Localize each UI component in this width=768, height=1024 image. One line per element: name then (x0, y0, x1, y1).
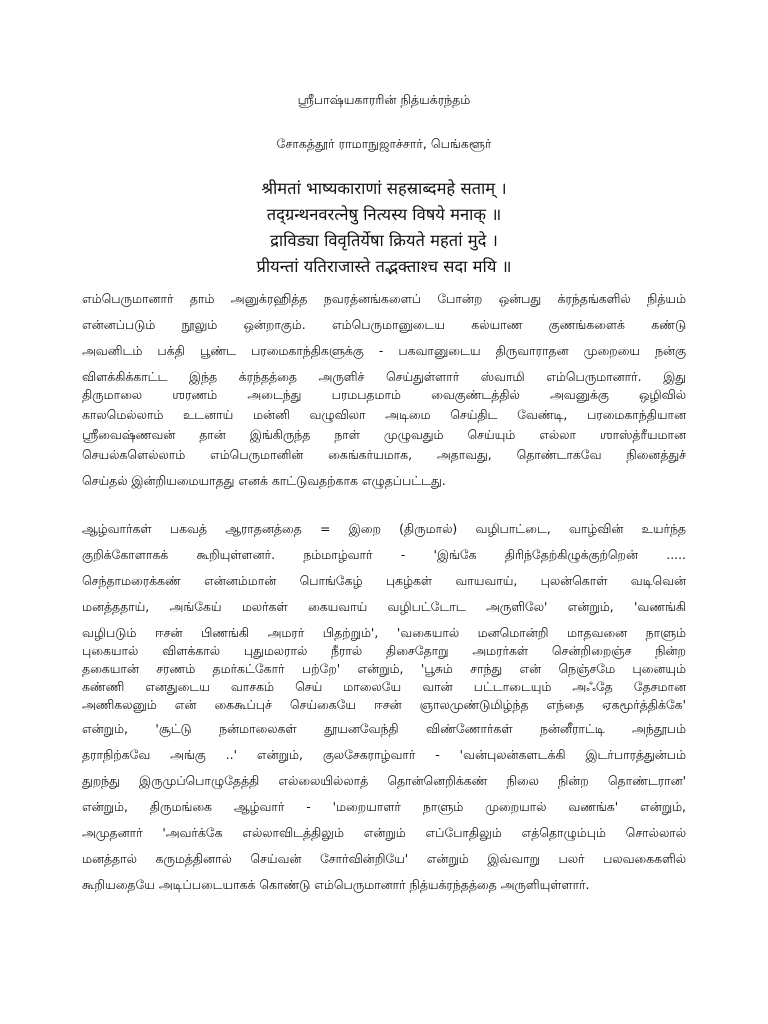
text-line: செயல்களெல்லாம் எம்பெருமானின் கைங்கர்யமாக, அதாவது, தொண்டாகவே நினைத்துச் (82, 447, 686, 462)
text-line: வழிபடும் ஈசன் பிணங்கி அமரர் பிதற்றும்', 'வகையால் மனமொன்றி மாதவனை நாளும் (82, 625, 686, 640)
text-line: அவனிடம் பக்தி பூண்ட பரமைகாந்திகளுக்கு - பகவானுடைய திருவாராதன முறையை நன்கு (82, 343, 686, 358)
author-line: சோகத்தூர் ராமாநுஜாச்சார், பெங்களூர் (276, 136, 492, 151)
text-line: என்றும், திருமங்கை ஆழ்வார் - 'மறையாளர் நாளும் முறையால் வணங்க' என்றும், (82, 799, 686, 814)
sanskrit-verse-line: प्रीयन्तां यतिराजास्ते तद्भक्ताश्च सदा मयि ॥ (256, 257, 512, 276)
text-line: காலமெல்லாம் உடனாய் மன்னி வழுவிலா அடிமை செய்திட வேண்டி, பரமைகாந்தியான (82, 407, 686, 422)
sanskrit-verse-line: श्रीमतां भाष्यकाराणां सहस्राब्दमहे सताम् । (261, 179, 507, 198)
text-line: எம்பெருமானார் தாம் அனுக்ரஹித்த நவரத்னங்களைப் போன்ற ஒன்பது க்ரந்தங்களில் நித்யம் (82, 291, 686, 306)
sanskrit-verse-line: तद्ग्रन्थनवरत्नेषु नित्यस्य विषये मनाक् ॥ (266, 205, 502, 224)
text-line: என்றும், 'சூட்டு நன்மாலைகள் தூயனவேந்தி விண்ணோர்கள் நன்னீராட்டி அந்தூபம் (82, 721, 686, 736)
text-line: கூறியதையே அடிப்படையாகக் கொண்டு எம்பெருமானார் நித்யக்ரந்தத்தை அருளியுள்ளார். (82, 877, 590, 892)
text-line: ஆழ்வார்கள் பகவத் ஆராதனத்தை = இறை (திருமால்) வழிபாட்டை, வாழ்வின் உயர்ந்த (82, 521, 686, 536)
text-line: அமுதனார் 'அவர்க்கே எல்லாவிடத்திலும் என்றும் எப்போதிலும் எத்தொழும்பும் சொல்லால் (82, 825, 686, 840)
document-title: ஸ்ரீபாஷ்யகாரரின் நித்யக்ரந்தம் (297, 92, 471, 107)
text-line: மனத்தால் கருமத்தினால் செய்வன் சோர்வின்றியே' என்றும் இவ்வாறு பலர் பலவகைகளில் (82, 851, 686, 866)
text-line: தகையான் சரணம் தமர்கட்கோர் பற்றே' என்றும், 'பூசும் சாந்து என் நெஞ்சமே புனையும் (82, 661, 686, 676)
text-line: விளக்கிக்காட்ட இந்த க்ரந்தத்தை அருளிச் செய்துள்ளார் ஸ்வாமி எம்பெருமானார். இது (82, 369, 686, 384)
text-line: தராநிற்கவே அங்கு ..' என்றும், குலசேகராழ்வார் - 'வன்புலன்களடக்கி இடர்பாரத்துன்பம் (82, 747, 686, 762)
text-line: புகையால் விளக்கால் புதுமலரால் நீரால் திசைதோறு அமரர்கள் சென்றிறைஞ்ச நின்ற (82, 643, 686, 658)
text-line: திருமாலை ஶரணம் அடைந்து பரமபதமாம் வைகுண்டத்தில் அவனுக்கு ஒழிவில் (82, 387, 686, 402)
text-line: துறந்து இருமுப்பொழுதேத்தி எல்லையில்லாத் தொன்னெறிக்கண் நிலை நின்ற தொண்டரான' (82, 773, 686, 788)
text-line: செய்தல் இன்றியமையாதது எனக் காட்டுவதற்காக எழுதப்பட்டது. (82, 473, 446, 488)
text-line: ஸ்ரீவைஷ்ணவன் தான் இங்கிருந்த நாள் முழுவதும் செய்யும் எல்லா ஶாஸ்த்ரீயமான (82, 427, 686, 442)
text-line: மனத்ததாய், அங்கேய் மலர்கள் கையவாய் வழிபட்டோட அருளிலே' என்றும், 'வணங்கி (82, 599, 686, 614)
text-line: கண்ணி எனதுடைய வாசகம் செய் மாலையே வான் பட்டாடையும் அஃதே தேசமான (82, 679, 686, 694)
text-line: குறிக்கோளாகக் கூறியுள்ளனர். நம்மாழ்வார் - 'இங்கே திரிந்தேற்கிழுக்குற்றென் ..... (82, 547, 686, 562)
text-line: அணிகலனும் என் கைகூப்புச் செய்கையே ஈசன் ஞாலமுண்டுமிழ்ந்த எந்தை ஏகமூர்த்திக்கே' (82, 697, 686, 712)
text-line: செந்தாமரைக்கண் என்னம்மான் பொங்கேழ் புகழ்கள் வாயவாய், புலன்கொள் வடிவென் (82, 573, 686, 588)
text-line: என்னப்படும் நூலும் ஒன்றாகும். எம்பெருமானுடைய கல்யாண குணங்களைக் கண்டு (82, 317, 686, 332)
sanskrit-verse-line: द्राविड्या विवृतिर्येषा क्रियते महतां मुदे । (270, 231, 498, 250)
